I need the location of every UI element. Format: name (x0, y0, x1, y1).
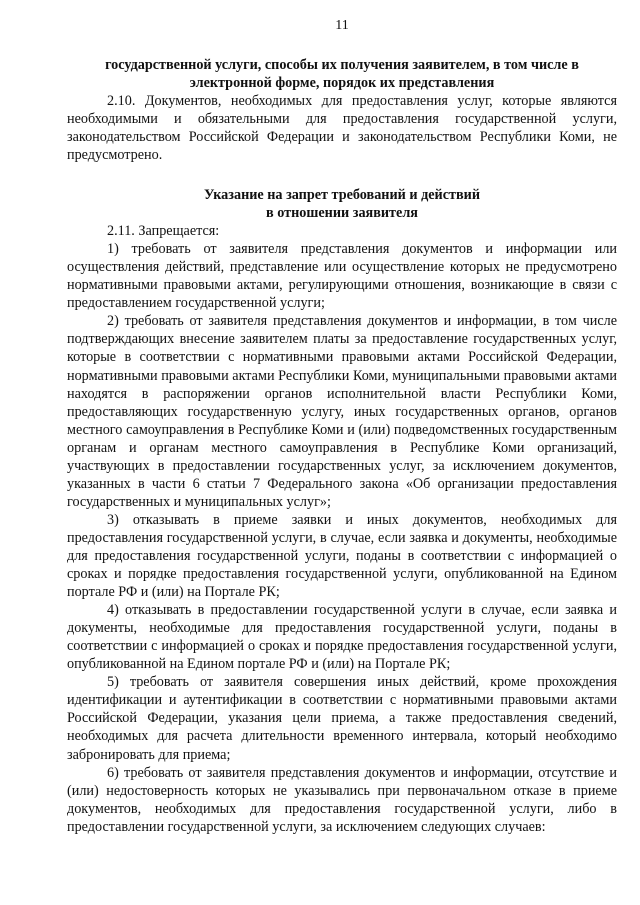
list-item-4: 4) отказывать в предоставлении государственной услуги в случае, если заявка и документы, необходимые для предоставления государственной услуги, поданы в соответствии с информацией о сроках и порядке предоставления государственной услуги, опубликованной на Едином портале РФ и (или) на Портале РК; (67, 602, 617, 673)
list-item-2: 2) требовать от заявителя представления документов и информации, в том числе подтверждающих внесение заявителем платы за предоставление государственных услуг, которые в соответствии с нормативными правовыми актами Российской Федерации, нормативными правовыми актами Республики Коми, муниципальными правовыми актами находятся в распоряжении органов исполнительной власти Республики Коми, предоставляющих государственную услугу, иных государственных органов, органов местного самоуправления в Республике Коми и (или) подведомственных государственным органам и органам местного самоуправления в Республике Коми организаций, участвующих в предоставлении государственных услуг, за исключением документов, указанных в части 6 статьи 7 Федерального закона «Об организации предоставления государственных и муниципальных услуг»; (67, 313, 617, 510)
heading-continued-line-1: государственной услуги, способы их получения заявителем, в том числе в (105, 57, 579, 73)
document-page (67, 0, 617, 905)
page-content (67, 56, 617, 836)
section-heading-line-1: Указание на запрет требований и действий (203, 187, 481, 204)
list-item-1: 1) требовать от заявителя представления документов и информации или осуществления действий, представление или осуществление которых не предусмотрено нормативными правовыми актами, регулирующими отношения, возникающие в связи с предоставлением государственной услуги; (67, 241, 617, 312)
heading-continued-line-2: электронной форме, порядок их представления (189, 75, 495, 91)
paragraph-2-10: 2.10. Документов, необходимых для предоставления услуг, которые являются необходимыми и обязательными для предоставления государственной услуги, законодательством Российской Федерации и законодательством Республики Коми, не предусмотрено. (67, 93, 617, 164)
section-heading-line-2: в отношении заявителя (266, 205, 418, 222)
list-item-3: 3) отказывать в приеме заявки и иных документов, необходимых для предоставления государственной услуги, в случае, если заявка и документы, необходимые для предоставления государственной услуги, поданы в соответствии с информацией о сроках и порядке предоставления государственной услуги, опубликованной на Едином портале РФ и (или) на Портале РК; (67, 511, 617, 601)
page-number: 11 (335, 18, 349, 33)
paragraph-2-11: 2.11. Запрещается: (107, 223, 220, 240)
list-item-5: 5) требовать от заявителя совершения иных действий, кроме прохождения идентификации и аутентификации в соответствии с нормативными правовыми актами Российской Федерации, указания цели приема, а также предоставления сведений, необходимых для расчета длительности временного интервала, который необходимо забронировать для приема; (67, 674, 617, 763)
list-item-6: 6) требовать от заявителя представления документов и информации, отсутствие и (или) недостоверность которых не указывались при первоначальном отказе в приеме документов, необходимых для предоставления государственной услуги, либо в предоставлении государственной услуги, за исключением следующих случаев: (67, 764, 617, 835)
